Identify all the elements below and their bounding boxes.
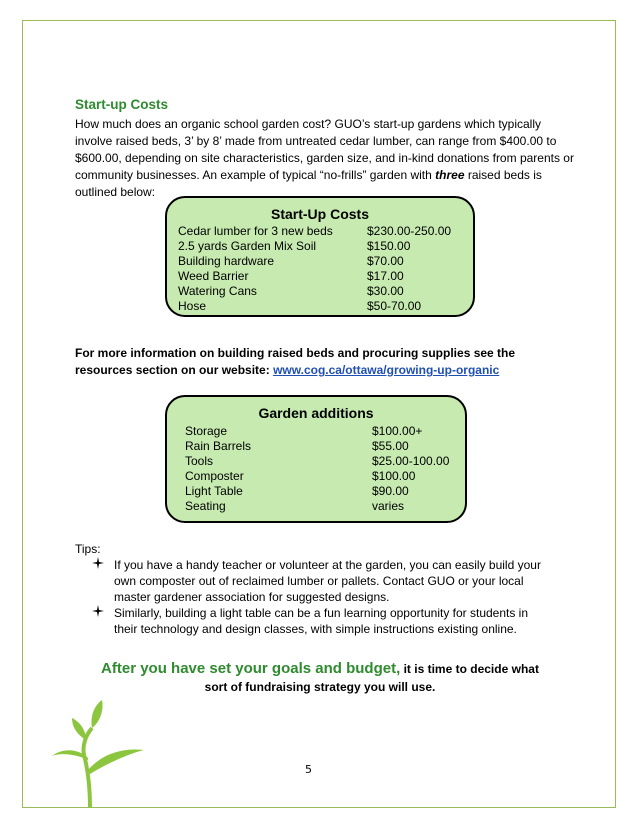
startup-item: Cedar lumber for 3 new beds [178,224,333,238]
closing-text-1: it is time to decide what [400,662,539,676]
closing-text-2: sort of fundraising strategy you will use. [204,680,436,694]
tip-text: If you have a handy teacher or volunteer at the garden, you can easily build your own composter out of reclaimed lumber or pallets. Contact GUO or your local master gardener association for suggested designs. [114,558,541,604]
diamond-bullet-icon [92,605,106,621]
startup-item: 2.5 yards Garden Mix Soil [178,239,317,253]
tip-text: Similarly, building a light table can be a fun learning opportunity for students in their technology and design classes, with simple instructions existing online. [114,606,529,636]
diamond-bullet-icon [92,557,106,573]
garden-additions-box [165,395,467,523]
intro-text-2: raised beds is outlined below: [75,168,542,199]
startup-item: Hose [178,299,207,313]
intro-paragraph [75,116,575,201]
addition-item: Tools [185,454,214,468]
startup-cost: $150.00 [367,239,411,253]
page-number: 5 [305,763,312,776]
addition-cost: $100.00 [372,469,416,483]
closing-statement [60,660,580,696]
tips-label: Tips: [75,542,101,556]
addition-cost: varies [372,499,405,513]
startup-item: Weed Barrier [178,269,249,283]
startup-cost: $50-70.00 [367,299,422,313]
more-info-line2: resources section on our website: [75,363,274,377]
startup-costs-box [165,196,475,317]
startup-cost: $30.00 [367,284,404,298]
addition-item: Storage [185,424,228,438]
more-info-line1: For more information on building raised beds and procuring supplies see the [75,346,516,360]
addition-cost: $90.00 [372,484,409,498]
addition-item: Rain Barrels [185,439,252,453]
garden-additions-title: Garden additions [258,405,374,421]
tip-item [92,605,552,637]
addition-cost: $100.00+ [372,424,423,438]
intro-text-1: How much does an organic school garden cost? GUO’s start-up gardens which typically involve raised beds, 3’ by 8’ made from untreated cedar lumber, can range from $400.00 to $600.00, depending on site characteristics, garden size, and in-kind donations from parents or community businesses. An example of typical “no-frills” garden with [75,117,574,182]
addition-item: Composter [185,469,244,483]
startup-cost: $230.00-250.00 [367,224,452,238]
addition-cost: $25.00-100.00 [372,454,450,468]
closing-highlight: After you have set your goals and budget, [101,660,401,677]
startup-cost: $70.00 [367,254,404,268]
website-link[interactable]: www.cog.ca/ottawa/growing-up-organic [273,363,500,377]
addition-cost: $55.00 [372,439,409,453]
startup-cost: $17.00 [367,269,404,283]
startup-item: Building hardware [178,254,275,268]
addition-item: Light Table [185,484,243,498]
section-heading: Start-up Costs [75,97,169,112]
tip-item [92,557,552,605]
sprout-icon [48,700,148,808]
addition-item: Seating [185,499,226,513]
startup-item: Watering Cans [178,284,257,298]
more-info-paragraph [75,345,575,379]
startup-costs-title: Start-Up Costs [270,206,369,222]
intro-emphasis: three [435,168,465,182]
